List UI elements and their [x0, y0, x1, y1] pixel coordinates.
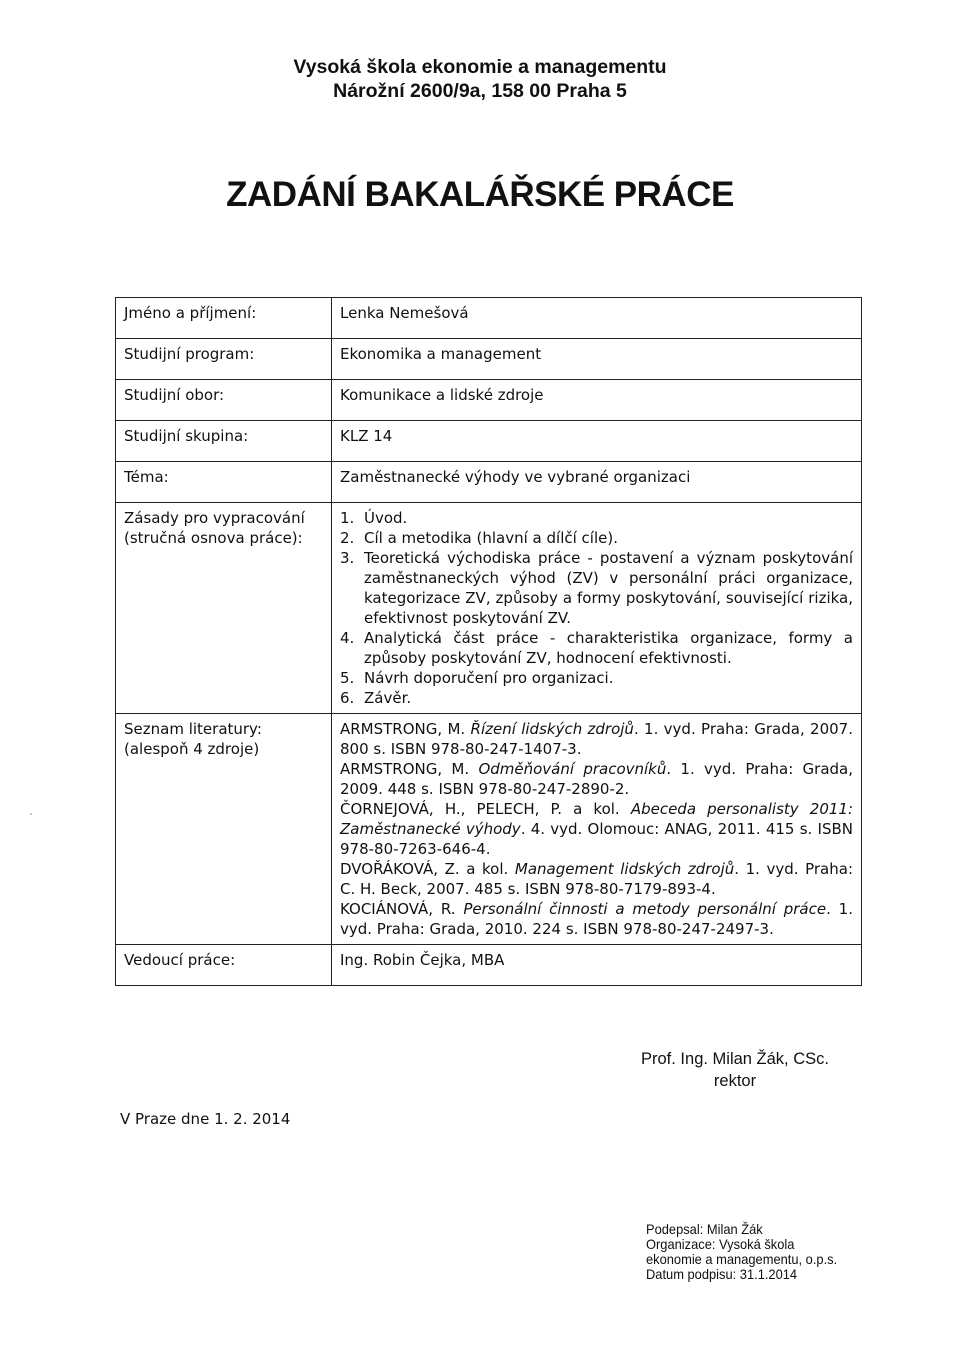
- literature-rest: . 1. vyd. Praha: Grada, 2007. 800 s. ISBN 978-80-247-1407-3.: [340, 720, 853, 758]
- outline-list: [340, 508, 853, 708]
- outline-text: Návrh doporučení pro organizaci.: [364, 669, 614, 687]
- literature-rest: . 4. vyd. Olomouc: ANAG, 2011. 415 s. ISBN 978-80-7263-646-4.: [340, 820, 853, 858]
- outline-item: [340, 628, 853, 668]
- e-signature-signer: Podepsal: Milan Žák: [646, 1221, 763, 1237]
- rector-name: Prof. Ing. Milan Žák, CSc.: [641, 1050, 829, 1068]
- e-signature-organization: Organizace: Vysoká škola: [646, 1236, 795, 1252]
- group-value: KLZ 14: [332, 421, 862, 462]
- literature-author: KOCIÁNOVÁ, R.: [340, 900, 464, 918]
- form-row-program: [116, 339, 862, 380]
- literature-item: [340, 759, 853, 799]
- outline-number: 2.: [340, 529, 355, 547]
- literature-author: ČORNEJOVÁ, H., PELECH, P. a kol.: [340, 800, 631, 818]
- literature-label-line1: Seznam literatury:: [124, 720, 262, 738]
- outline-number: 5.: [340, 669, 355, 687]
- outline-item: [340, 528, 853, 548]
- literature-label-line2: (alespoň 4 zdroje): [124, 740, 260, 758]
- electronic-signature-stamp: [646, 1222, 837, 1282]
- literature-title: Odměňování pracovníků: [478, 760, 667, 778]
- outline-number: 1.: [340, 509, 355, 527]
- literature-author: DVOŘÁKOVÁ, Z. a kol.: [340, 860, 515, 878]
- outline-number: 3.: [340, 549, 355, 567]
- literature-item: [340, 899, 853, 939]
- form-row-literature: [116, 714, 862, 945]
- group-label: Studijní skupina:: [116, 421, 332, 462]
- outline-number: 6.: [340, 689, 355, 707]
- outline-label: [116, 503, 332, 714]
- e-signature-date: Datum podpisu: 31.1.2014: [646, 1266, 798, 1282]
- literature-item: [340, 859, 853, 899]
- program-label: Studijní program:: [116, 339, 332, 380]
- literature-title: Personální činnosti a metody personální práce: [463, 900, 827, 918]
- e-signature-organization-cont: ekonomie a managementu, o.p.s.: [646, 1251, 838, 1267]
- outline-label-line2: (stručná osnova práce):: [124, 529, 303, 547]
- school-name: Vysoká škola ekonomie a managementu: [293, 56, 667, 78]
- literature-title: Řízení lidských zdrojů: [470, 720, 634, 738]
- outline-text: Teoretická východiska práce - postavení a význam poskytování zaměstnaneckých výhod (ZV) v personální práci organizace, kategorizace ZV, způsoby a formy poskytování, související rizika, efektivnost poskytování ZV.: [364, 549, 853, 627]
- literature-item: [340, 719, 853, 759]
- outline-text: Úvod.: [364, 509, 408, 527]
- literature-rest: . 1. vyd. Praha: C. H. Beck, 2007. 485 s. ISBN 978-80-7179-893-4.: [340, 860, 853, 898]
- outline-text: Závěr.: [364, 689, 412, 707]
- outline-item: [340, 548, 853, 628]
- literature-title: Management lidských zdrojů: [514, 860, 735, 878]
- form-row-name: [116, 298, 862, 339]
- supervisor-value: Ing. Robin Čejka, MBA: [332, 945, 862, 986]
- rector-signature: [600, 1048, 870, 1092]
- rector-role: rektor: [713, 1072, 757, 1090]
- literature-author: ARMSTRONG, M.: [340, 720, 471, 738]
- assignment-form: [115, 297, 862, 986]
- topic-value: Zaměstnanecké výhody ve vybrané organizaci: [332, 462, 862, 503]
- supervisor-label: Vedoucí práce:: [116, 945, 332, 986]
- form-row-outline: [116, 503, 862, 714]
- outline-text: Cíl a metodika (hlavní a dílčí cíle).: [364, 529, 618, 547]
- form-row-topic: [116, 462, 862, 503]
- place-and-date: V Praze dne 1. 2. 2014: [120, 1110, 291, 1128]
- school-address: Nárožní 2600/9a, 158 00 Praha 5: [333, 80, 627, 102]
- outline-value: [332, 503, 862, 714]
- outline-number: 4.: [340, 629, 355, 647]
- program-value: Ekonomika a management: [332, 339, 862, 380]
- topic-label: Téma:: [116, 462, 332, 503]
- scan-speck: [30, 813, 32, 815]
- outline-item: [340, 668, 853, 688]
- form-row-group: [116, 421, 862, 462]
- form-row-field: [116, 380, 862, 421]
- outline-item: [340, 508, 853, 528]
- document-title: ZADÁNÍ BAKALÁŘSKÉ PRÁCE: [226, 175, 734, 214]
- field-value: Komunikace a lidské zdroje: [332, 380, 862, 421]
- literature-title: Abeceda personalisty 2011: Zaměstnanecké výhody: [340, 800, 854, 838]
- form-row-supervisor: [116, 945, 862, 986]
- name-value: Lenka Nemešová: [332, 298, 862, 339]
- literature-rest: . 1. vyd. Praha: Grada, 2010. 224 s. ISBN 978-80-247-2497-3.: [340, 900, 853, 938]
- literature-item: [340, 799, 853, 859]
- literature-label: [116, 714, 332, 945]
- literature-rest: . 1. vyd. Praha: Grada, 2009. 448 s. ISBN 978-80-247-2890-2.: [340, 760, 853, 798]
- name-label: Jméno a příjmení:: [116, 298, 332, 339]
- literature-list: [332, 714, 862, 945]
- outline-item: [340, 688, 853, 708]
- field-label: Studijní obor:: [116, 380, 332, 421]
- outline-text: Analytická část práce - charakteristika organizace, formy a způsoby poskytování ZV, hodnocení efektivnosti.: [364, 629, 853, 667]
- literature-author: ARMSTRONG, M.: [340, 760, 479, 778]
- outline-label-line1: Zásady pro vypracování: [124, 509, 305, 527]
